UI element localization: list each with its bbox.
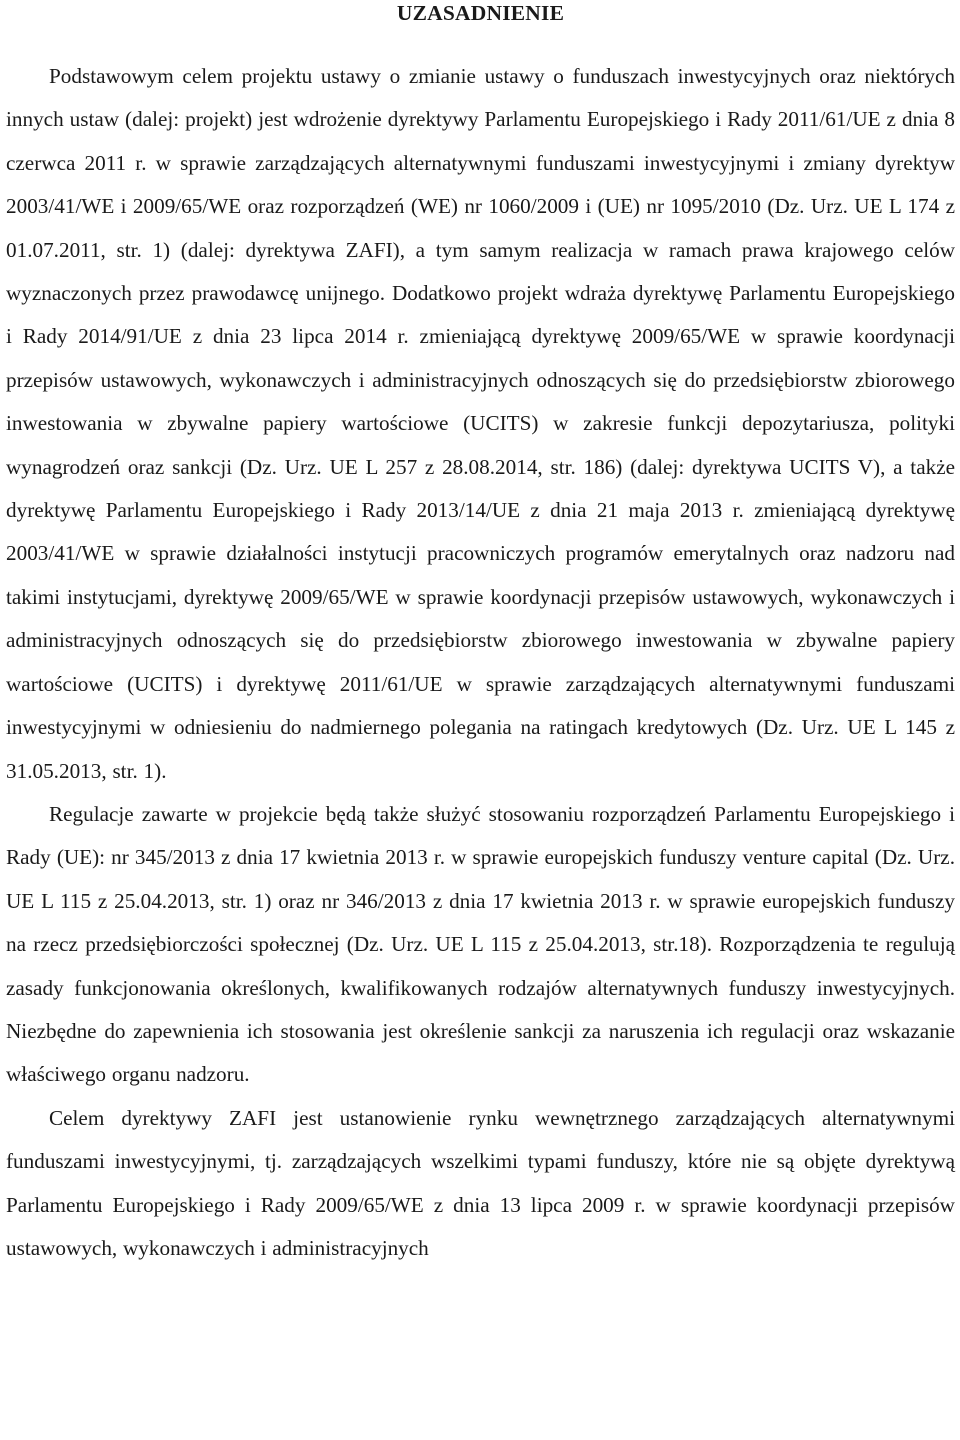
- document-page: [6, 0, 955, 1270]
- document-heading: UZASADNIENIE: [396, 1, 565, 25]
- paragraph-1: Podstawowym celem projektu ustawy o zmianie ustawy o funduszach inwestycyjnych oraz niektórych innych ustaw (dalej: projekt) jest wdrożenie dyrektywy Parlamentu Europejskiego i Rady 2011/61/UE z dnia 8 czerwca 2011 r. w sprawie zarządzających alternatywnymi funduszami inwestycyjnymi i zmiany dyrektyw 2003/41/WE i 2009/65/WE oraz rozporządzeń (WE) nr 1060/2009 i (UE) nr 1095/2010 (Dz. Urz. UE L 174 z 01.07.2011, str. 1) (dalej: dyrektywa ZAFI), a tym samym realizacja w ramach prawa krajowego celów wyznaczonych przez prawodawcę unijnego. Dodatkowo projekt wdraża dyrektywę Parlamentu Europejskiego i Rady 2014/91/UE z dnia 23 lipca 2014 r. zmieniającą dyrektywę 2009/65/WE w sprawie koordynacji przepisów ustawowych, wykonawczych i administracyjnych odnoszących się do przedsiębiorstw zbiorowego inwestowania w zbywalne papiery wartościowe (UCITS) w zakresie funkcji depozytariusza, polityki wynagrodzeń oraz sankcji (Dz. Urz. UE L 257 z 28.08.2014, str. 186) (dalej: dyrektywa UCITS V), a także dyrektywę Parlamentu Europejskiego i Rady 2013/14/UE z dnia 21 maja 2013 r. zmieniającą dyrektywę 2003/41/WE w sprawie działalności instytucji pracowniczych programów emerytalnych oraz nadzoru nad takimi instytucjami, dyrektywę 2009/65/WE w sprawie koordynacji przepisów ustawowych, wykonawczych i administracyjnych odnoszących się do przedsiębiorstw zbiorowego inwestowania w zbywalne papiery wartościowe (UCITS) i dyrektywę 2011/61/UE w sprawie zarządzających alternatywnymi funduszami inwestycyjnymi w odniesieniu do nadmiernego polegania na ratingach kredytowych (Dz. Urz. UE L 145 z 31.05.2013, str. 1).: [6, 64, 955, 783]
- paragraph-3: Celem dyrektywy ZAFI jest ustanowienie rynku wewnętrznego zarządzających alternatywnymi funduszami inwestycyjnymi, tj. zarządzających wszelkimi typami funduszy, które nie są objęte dyrektywą Parlamentu Europejskiego i Rady 2009/65/WE z dnia 13 lipca 2009 r. w sprawie koordynacji przepisów ustawowych, wykonawczych i administracyjnych: [6, 1105, 955, 1260]
- paragraph-2: Regulacje zawarte w projekcie będą także służyć stosowaniu rozporządzeń Parlamentu Europejskiego i Rady (UE): nr 345/2013 z dnia 17 kwietnia 2013 r. w sprawie europejskich funduszy venture capital (Dz. Urz. UE L 115 z 25.04.2013, str. 1) oraz nr 346/2013 z dnia 17 kwietnia 2013 r. w sprawie europejskich funduszy na rzecz przedsiębiorczości społecznej (Dz. Urz. UE L 115 z 25.04.2013, str.18). Rozporządzenia te regulują zasady funkcjonowania określonych, kwalifikowanych rodzajów alternatywnych funduszy inwestycyjnych. Niezbędne do zapewnienia ich stosowania jest określenie sankcji za naruszenia ich regulacji oraz wskazanie właściwego organu nadzoru.: [6, 801, 955, 1087]
